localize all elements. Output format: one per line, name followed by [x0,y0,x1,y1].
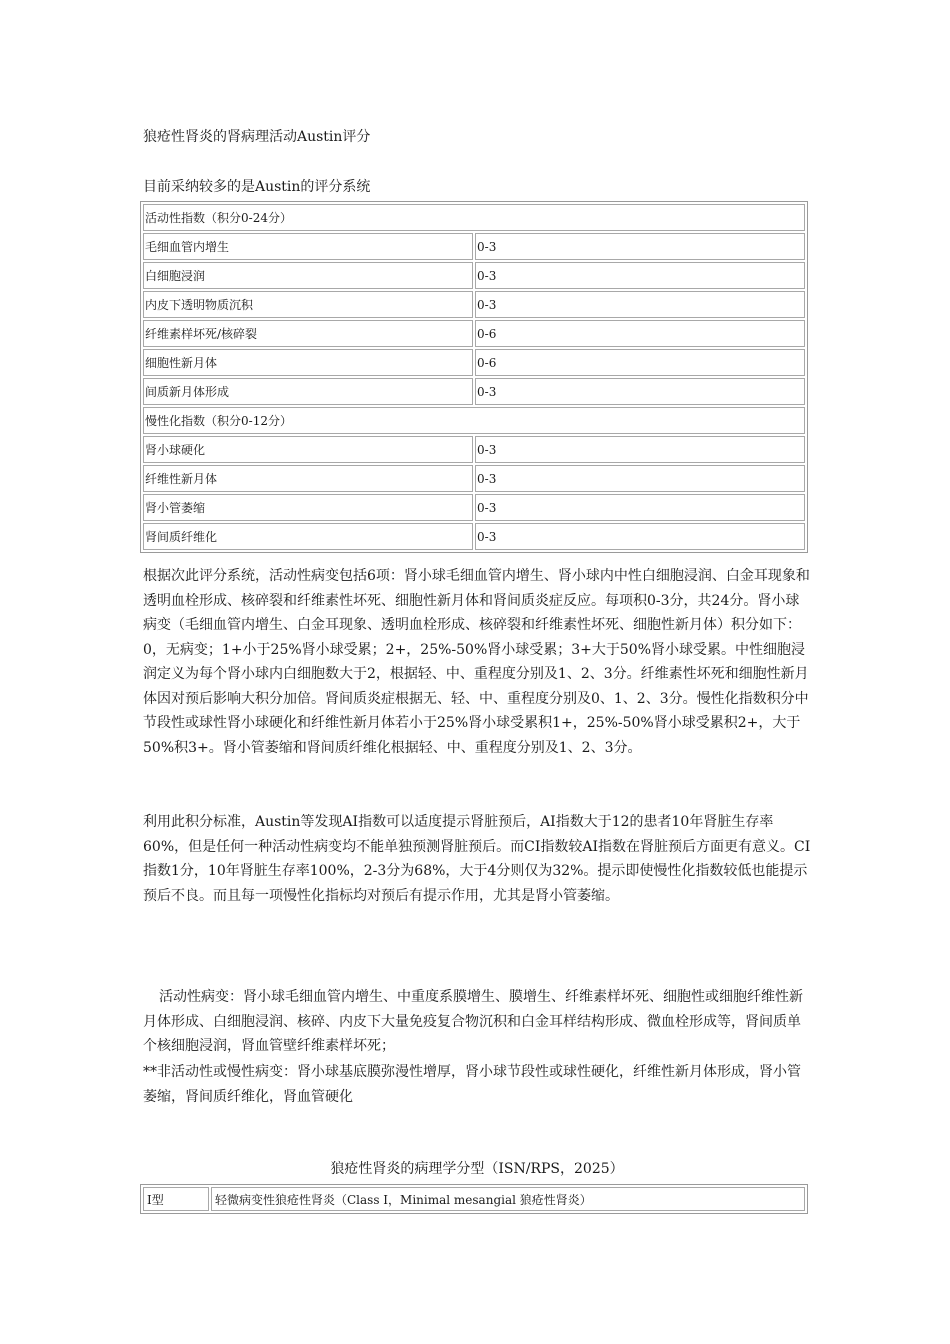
item-name: 肾小球硬化 [143,436,473,463]
table-row [143,523,805,550]
prognosis-paragraph: 利用此积分标准，Austin等发现AI指数可以适度提示肾脏预后，AI指数大于12的患者10年肾脏生存率60%，但是任何一种活动性病变均不能单独预测肾脏预后。而CI指数较AI指数在肾脏预后方面更有意义。CI指数1分，10年肾脏生存率100%，2-3分为68%，大于4分则仅为32%。提示即使慢性化指数较低也能提示预后不良。而且每一项慢性化指标均对预后有提示作用，尤其是肾小管萎缩。 [143,814,811,904]
item-range: 0-6 [475,349,805,376]
chronic-header-row [143,407,805,434]
chronic-header: 慢性化指数（积分0-12分） [143,407,805,434]
item-name: 纤维性新月体 [143,465,473,492]
document-title: 狼疮性肾炎的肾病理活动Austin评分 [143,129,371,145]
table-row [143,436,805,463]
item-range: 0-3 [475,291,805,318]
item-range: 0-3 [475,523,805,550]
item-range: 0-3 [475,233,805,260]
table-row [143,320,805,347]
scoring-explanation-paragraph: 根据次此评分系统，活动性病变包括6项：肾小球毛细血管内增生、肾小球内中性白细胞浸润、白金耳现象和透明血栓形成、核碎裂和纤维素性坏死、细胞性新月体和肾间质炎症反应。每项积0-3分，共24分。肾小球病变（毛细血管内增生、白金耳现象、透明血栓形成、核碎裂和纤维素性坏死、细胞性新月体）积分如下：0，无病变；1+小于25%肾小球受累；2+，25%-50%肾小球受累；3+大于50%肾小球受累。中性细胞浸润定义为每个肾小球内白细胞数大于2，根据轻、中、重程度分别及1、2、3分。纤维素性坏死和细胞性新月体因对预后影响大积分加倍。肾间质炎症根据无、轻、中、重程度分别及0、1、2、3分。慢性化指数积分中节段性或球性肾小球硬化和纤维性新月体若小于25%肾小球受累积1+，25%-50%肾小球受累积2+，大于50%积3+。肾小管萎缩和肾间质纤维化根据轻、中、重程度分别及1、2、3分。 [143,568,810,756]
table-row [143,262,805,289]
item-name: 肾小管萎缩 [143,494,473,521]
table-row [143,349,805,376]
activity-header: 活动性指数（积分0-24分） [143,204,805,231]
table-row [143,233,805,260]
item-range: 0-3 [475,378,805,405]
table-row [143,378,805,405]
item-name: 间质新月体形成 [143,378,473,405]
class-type: Ⅰ型 [143,1187,209,1211]
item-name: 白细胞浸润 [143,262,473,289]
table-row [143,465,805,492]
item-name: 肾间质纤维化 [143,523,473,550]
item-name: 毛细血管内增生 [143,233,473,260]
table-row [143,291,805,318]
item-range: 0-3 [475,262,805,289]
item-range: 0-3 [475,436,805,463]
item-range: 0-3 [475,494,805,521]
chronic-lesions-paragraph: **非活动性或慢性病变：肾小球基底膜弥漫性增厚，肾小球节段性或球性硬化，纤维性新月体形成，肾小管萎缩，肾间质纤维化，肾血管硬化 [143,1064,801,1105]
active-lesions-paragraph: 活动性病变：肾小球毛细血管内增生、中重度系膜增生、膜增生、纤维素样坏死、细胞性或细胞纤维性新月体形成、白细胞浸润、核碎、内皮下大量免疫复合物沉积和白金耳样结构形成、微血栓形成等，肾间质单个核细胞浸润，肾血管壁纤维素样坏死； [143,989,803,1054]
classification-table [140,1184,808,1214]
class-description: 轻微病变性狼疮性肾炎（Class Ⅰ，Minimal mesangial 狼疮性肾炎） [211,1187,805,1211]
classification-caption: 狼疮性肾炎的病理学分型（ISN/RPS，2025） [330,1161,624,1177]
table-row [143,1187,805,1211]
table-row [143,494,805,521]
item-range: 0-6 [475,320,805,347]
item-name: 纤维素样坏死/核碎裂 [143,320,473,347]
austin-score-table [140,201,808,553]
item-name: 内皮下透明物质沉积 [143,291,473,318]
activity-header-row [143,204,805,231]
item-name: 细胞性新月体 [143,349,473,376]
intro-line: 目前采纳较多的是Austin的评分系统 [143,179,371,195]
item-range: 0-3 [475,465,805,492]
